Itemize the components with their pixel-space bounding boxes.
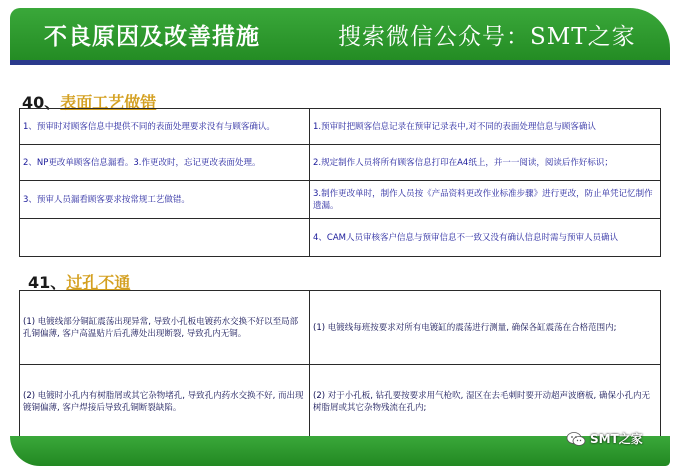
table-section-41 [19,290,661,439]
table-row [20,181,661,219]
section-number: 40、 [22,93,61,112]
table-section-40 [19,108,661,257]
measure-cell: 1.预审时把顾客信息记录在预审记录表中,对不同的表面处理信息与顾客确认 [310,109,661,145]
measure-cell: 4、CAM人员审核客户信息与预审信息不一致又没有确认信息时需与预审人员确认 [310,219,661,257]
page-title: 不良原因及改善措施 [44,24,260,50]
section-name: 过孔不通 [66,273,131,292]
cause-cell: (2) 电镀时小孔内有树脂屑或其它杂物堵孔, 导致孔内药水交换不好, 而出现镀铜偏薄, 客户焊接后导致孔铜断裂缺陷。 [20,365,310,439]
measure-cell: 3.制作更改单时，制作人员按《产品资料更改作业标准步骤》进行更改，防止单凭记忆制作遗漏。 [310,181,661,219]
cause-cell [20,219,310,257]
section-name: 表面工艺做错 [60,93,157,112]
table-row [20,145,661,181]
cause-cell: 1、预审时对顾客信息中提供不同的表面处理要求没有与顾客确认。 [20,109,310,145]
measure-cell: (2) 对于小孔板, 钻孔要按要求用气枪吹, 湿区在去毛刺时要开动超声波磨板, 确保小孔内无树脂屑或其它杂物残流在孔内; [310,365,661,439]
measure-cell: (1) 电镀线每班按要求对所有电镀缸的震荡进行测量, 确保各缸震荡在合格范围内; [310,291,661,365]
table-row [20,109,661,145]
measure-cell: 2.规定制作人员将所有顾客信息打印在A4纸上，并一一阅读，阅读后作好标识； [310,145,661,181]
table-row [20,291,661,365]
section-number: 41、 [28,273,67,292]
cause-cell: 3、预审人员漏看顾客要求按常规工艺做错。 [20,181,310,219]
page-subtitle: 搜索微信公众号：SMT之家 [338,24,636,50]
watermark [566,430,643,447]
cause-cell: 2、NP更改单顾客信息漏看。3.作更改时，忘记更改表面处理。 [20,145,310,181]
table-row [20,365,661,439]
cause-cell: (1) 电镀线部分铜缸震荡出现异常, 导致小孔板电镀药水交换不好以至局部孔铜偏薄, 客户高温贴片后孔薄处出现断裂, 导致孔内无铜。 [20,291,310,365]
header-underline [10,60,670,65]
wechat-icon [566,431,586,447]
table-row [20,219,661,257]
watermark-text: SMT之家 [590,432,643,446]
